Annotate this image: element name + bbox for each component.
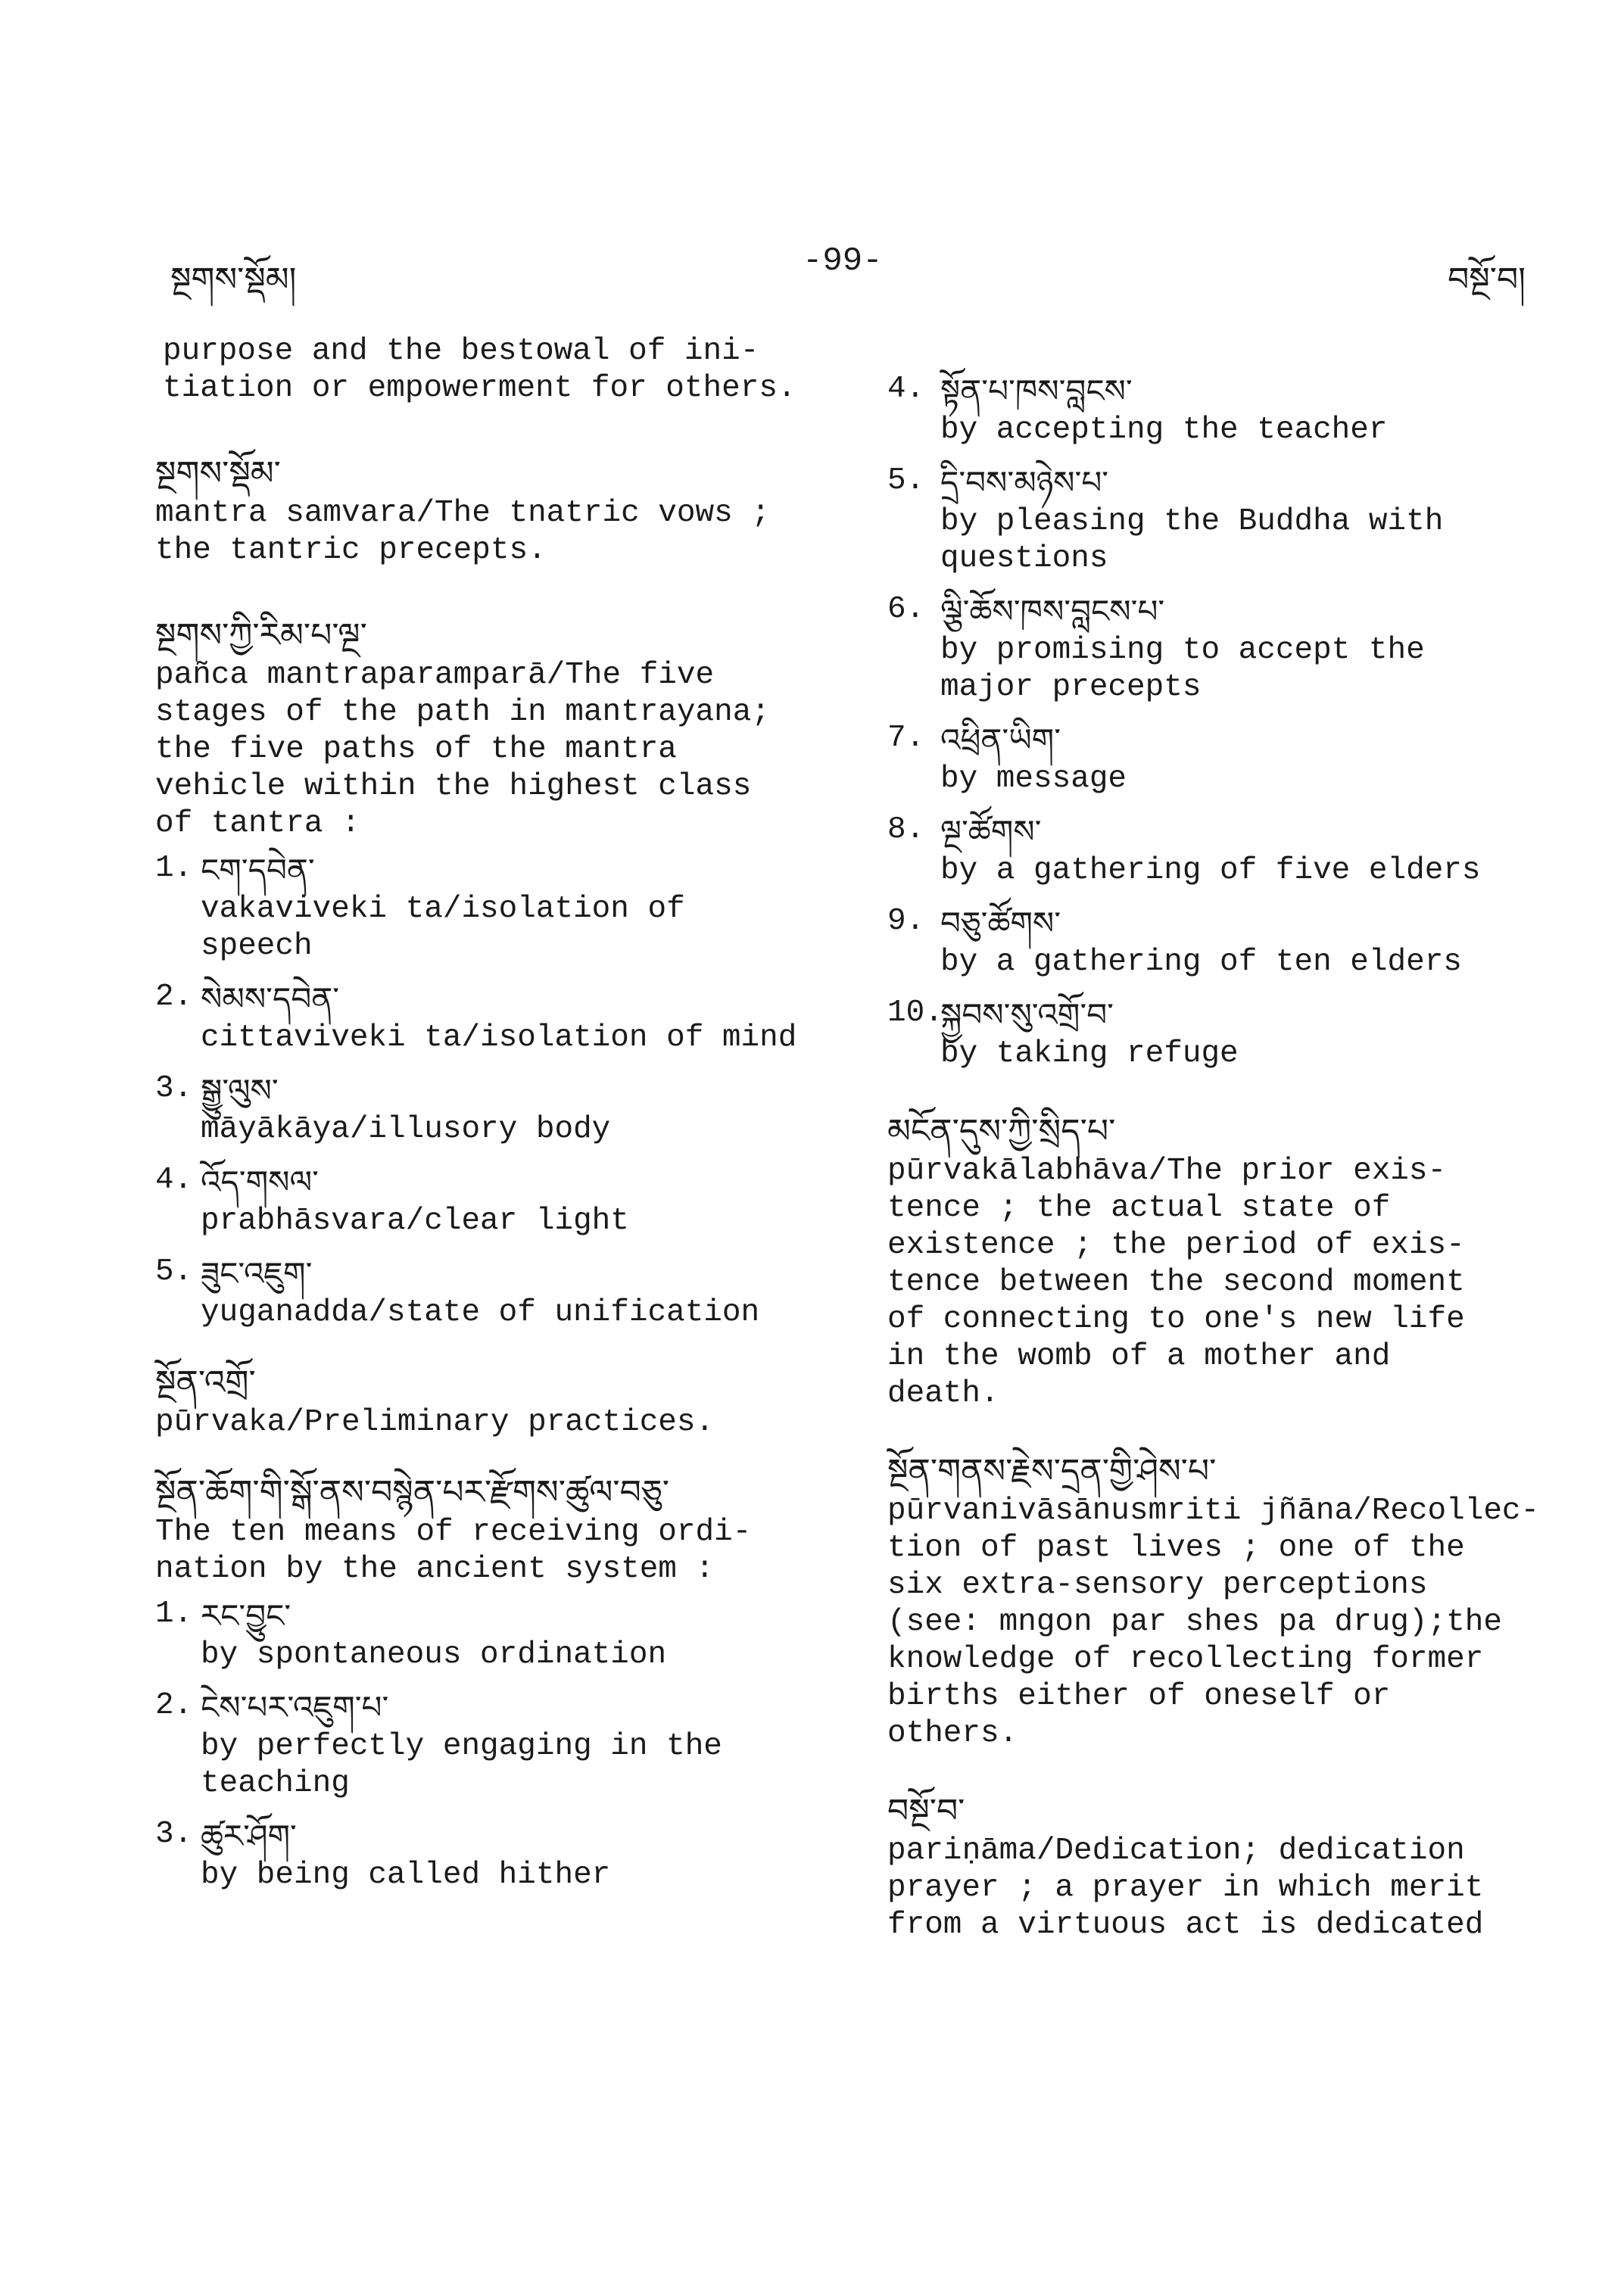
list-item — [155, 1254, 837, 1332]
entry — [155, 615, 837, 1332]
item-english: by promising to accept the major precepts — [940, 633, 1425, 705]
item-number: 5. — [155, 1254, 193, 1289]
left-column — [155, 333, 837, 1933]
item-english: by a gathering of five elders — [940, 853, 1481, 888]
list-item — [887, 812, 1561, 889]
item-number: 8. — [887, 812, 925, 847]
list-item — [155, 1070, 837, 1148]
entry-definition: pañca mantraparamparā/The five stages of the path in mantrayana; the five paths of the mantra vehicle within the highest class of tantra : — [155, 658, 770, 841]
list-item — [887, 591, 1561, 706]
entry-definition: mantra samvara/The tnatric vows ; the tantric precepts. — [155, 496, 770, 568]
item-tibetan: སེམས་དབེན་ — [201, 980, 340, 1017]
item-number: 9. — [887, 904, 925, 939]
entry — [887, 1450, 1561, 1752]
item-english: māyākāya/illusory body — [201, 1112, 611, 1147]
item-number: 5. — [887, 463, 925, 498]
item-number: 1. — [155, 1597, 193, 1631]
list-item — [155, 1162, 837, 1240]
page-number: -99- — [803, 242, 883, 280]
item-tibetan: ངེས་པར་འཇུག་པ་ — [201, 1689, 389, 1726]
item-english: by a gathering of ten elders — [940, 945, 1462, 980]
item-number: 4. — [887, 372, 925, 407]
item-english: by being called hither — [201, 1858, 611, 1893]
list-item — [887, 371, 1561, 449]
item-tibetan: འོད་གསལ་ — [201, 1164, 319, 1201]
item-tibetan: ངག་དབེན་ — [201, 852, 315, 889]
entry-definition: pūrvaka/Preliminary practices. — [155, 1405, 715, 1440]
list-item — [155, 1687, 837, 1802]
entry-headword: མངོན་དུས་ཀྱི་སྲིད་པ་ — [887, 1112, 1116, 1151]
item-english: by message — [940, 762, 1127, 796]
numbered-list-continued — [887, 371, 1561, 1073]
entry-headword: སྔོན་ཆོག་གི་སྒོ་ནས་བསྙེན་པར་རྫོགས་ཚུལ་བཅུ་ — [155, 1473, 670, 1512]
item-number: 3. — [155, 1071, 193, 1106]
item-tibetan: སྟོན་པ་ཁས་བླངས་ — [940, 372, 1133, 410]
entry — [155, 1362, 837, 1441]
entry — [155, 453, 837, 569]
item-english: yuganadda/state of unification — [201, 1295, 760, 1330]
list-item — [887, 720, 1561, 798]
entry — [887, 1790, 1561, 1944]
list-item — [887, 995, 1561, 1073]
list-item — [155, 850, 837, 965]
item-english: vakaviveki ta/isolation of speech — [201, 892, 685, 964]
numbered-list — [155, 850, 837, 1332]
entry-definition: pūrvakālabhāva/The prior exis- tence ; the actual state of existence ; the period of exis- tence between the second moment of connecting to one's new life in the womb of a mother and death. — [887, 1154, 1465, 1411]
item-tibetan: འཕྲིན་ཡིག་ — [940, 721, 1061, 759]
entry-headword: སྔགས་སྡོམ་ — [155, 454, 281, 493]
entry-headword: སྔགས་ཀྱི་རིམ་པ་ལྔ་ — [155, 616, 367, 655]
item-english: by accepting the teacher — [940, 413, 1388, 447]
item-number: 10. — [887, 995, 943, 1030]
entry-headword: བསྔོ་བ་ — [887, 1792, 965, 1830]
item-number: 6. — [887, 592, 925, 627]
item-tibetan: ལྕི་ཆོས་ཁས་བླངས་པ་ — [940, 593, 1165, 630]
list-item — [155, 1816, 837, 1894]
running-head-left: སྔགས་སྡོམ། — [170, 260, 297, 299]
numbered-list — [155, 1596, 837, 1894]
item-number: 3. — [155, 1817, 193, 1852]
right-column — [887, 363, 1561, 1983]
entry-headword: སྔོན་འགྲོ་ — [155, 1363, 256, 1402]
item-tibetan: ཚུར་ཤོག་ — [201, 1818, 297, 1855]
item-english: by perfectly engaging in the teaching — [201, 1729, 722, 1801]
item-number: 2. — [155, 1688, 193, 1723]
entry-headword: སྔོན་གནས་རྗེས་དྲན་གྱི་ཤེས་པ་ — [887, 1452, 1217, 1491]
entry — [155, 1472, 837, 1894]
item-tibetan: སྐྱབས་སུ་འགྲོ་བ་ — [940, 996, 1114, 1033]
entry-definition: The ten means of receiving ordi- nation by the ancient system : — [155, 1515, 752, 1587]
item-number: 7. — [887, 721, 925, 756]
running-head-right: བསྔོ་བ། — [1448, 260, 1526, 299]
item-number: 2. — [155, 980, 193, 1014]
list-item — [887, 903, 1561, 981]
item-english: by taking refuge — [940, 1036, 1239, 1071]
item-tibetan: སྒྱུ་ལུས་ — [201, 1072, 279, 1109]
list-item — [155, 979, 837, 1057]
item-number: 4. — [155, 1163, 193, 1198]
item-english: by pleasing the Buddha with questions — [940, 504, 1444, 576]
item-number: 1. — [155, 851, 193, 886]
item-english: by spontaneous ordination — [201, 1637, 667, 1672]
list-item — [887, 463, 1561, 578]
item-tibetan: བཅུ་ཚོགས་ — [940, 905, 1061, 942]
item-tibetan: ཟུང་འཇུག་ — [201, 1255, 313, 1292]
list-item — [155, 1596, 837, 1674]
entry-definition: pūrvanivāsānusmriti jñāna/Recollec- tion of past lives ; one of the six extra-sensory perceptions (see: mngon par shes pa drug);the knowledge of recollecting former births either of oneself or others. — [887, 1494, 1540, 1751]
entry-definition: pariṇāma/Dedication; dedication prayer ; a prayer in which merit from a virtuous act is dedicated — [887, 1833, 1484, 1943]
item-english: prabhāsvara/clear light — [201, 1204, 629, 1238]
item-english: cittaviveki ta/isolation of mind — [201, 1020, 797, 1055]
item-tibetan: ལྔ་ཚོགས་ — [940, 813, 1042, 850]
entry — [887, 1111, 1561, 1413]
item-tibetan: རང་བྱུང་ — [201, 1597, 291, 1634]
item-tibetan: དྲི་བས་མཉེས་པ་ — [940, 464, 1109, 501]
continued-text: purpose and the bestowal of ini- tiation or empowerment for others. — [163, 334, 796, 406]
